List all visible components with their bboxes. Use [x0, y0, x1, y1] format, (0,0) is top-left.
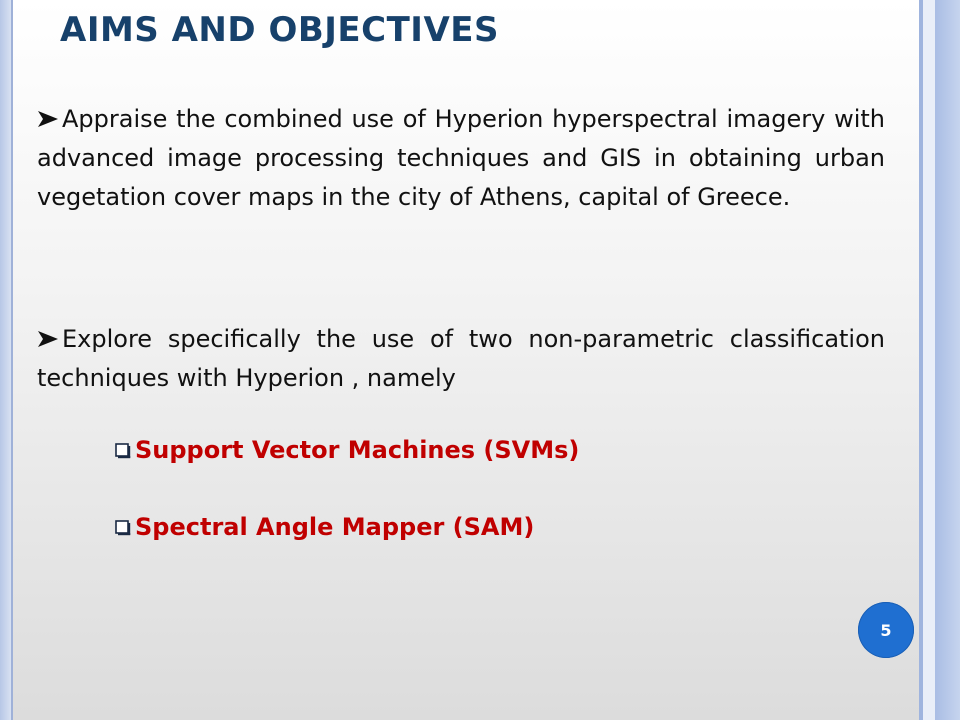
sub-item-svm-label: Support Vector Machines (SVMs)	[135, 436, 580, 464]
left-decorative-bar	[0, 0, 11, 720]
bullet-text-2: Explore specifically the use of two non-parametric classification techniques with Hyperion , namely	[37, 325, 885, 392]
slide-title: AIMS AND OBJECTIVES	[60, 10, 499, 50]
checkbox-bullet-icon	[115, 443, 131, 459]
right-decorative-strip-light	[923, 0, 935, 720]
arrow-bullet-icon	[37, 110, 59, 128]
bullet-paragraph-2	[37, 320, 885, 398]
checkbox-bullet-icon	[115, 520, 131, 536]
sub-item-svm	[115, 436, 815, 464]
bullet-text-1: Appraise the combined use of Hyperion hyperspectral imagery with advanced image processing techniques and GIS in obtaining urban vegetation cover maps in the city of Athens, capital of Greece.	[37, 105, 885, 211]
page-number-badge: 5	[858, 602, 914, 658]
sub-item-sam	[115, 513, 815, 541]
arrow-bullet-icon	[37, 330, 59, 348]
bullet-paragraph-1	[37, 100, 885, 217]
sub-item-sam-label: Spectral Angle Mapper (SAM)	[135, 513, 535, 541]
left-decorative-line	[11, 0, 13, 720]
right-decorative-bar	[935, 0, 960, 720]
